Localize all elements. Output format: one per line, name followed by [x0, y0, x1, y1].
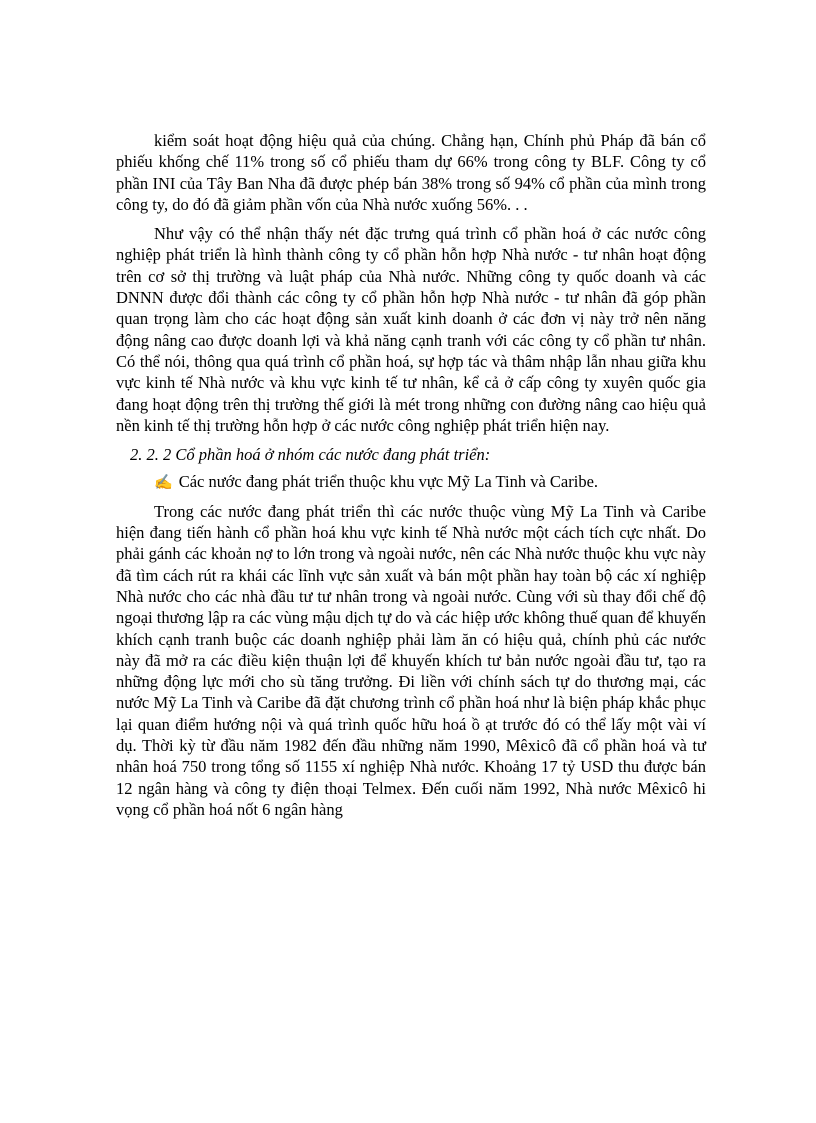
paragraph-latin-america-privatization: Trong các nước đang phát triển thì các nước thuộc vùng Mỹ La Tinh và Caribe hiện đang tiến hành cổ phần hoá khu vực kinh tế Nhà nước một cách tích cực nhất. Do phải gánh các khoản nợ to lớn trong và ngoài nước, nên các Nhà nước thuộc khu vực này đã tìm cách rút ra khái các lĩnh vực sản xuất và bán một phần hay toàn bộ các xí nghiệp Nhà nước cho các nhà đầu tư tư nhân trong và ngoài nước. Cùng với sù thay đổi chế độ ngoại thương lập ra các vùng mậu dịch tự do và các hiệp ước không thuế quan để khuyến khích cạnh tranh buộc các doanh nghiệp phải làm ăn có hiệu quả, chính phủ các nước này đã mở ra các điều kiện thuận lợi để khuyến khích tư bản nước ngoài đầu tư, tạo ra những động lực mới cho sù tăng trưởng. Đi liền với chính sách tự do thương mại, các nước Mỹ La Tinh và Caribe đã đặt chương trình cổ phần hoá như là biện pháp khắc phục lại quan điểm hướng nội và quá trình quốc hữu hoá ồ ạt trước đó có thể lấy một vài ví dụ. Thời kỳ từ đầu năm 1982 đến đầu những năm 1990, Mêxicô đã cổ phần hoá và tư nhân hoá 750 trong tổng số 1155 xí nghiệp Nhà nước. Khoảng 17 tỷ USD thu được bán 12 ngân hàng và công ty điện thoại Telmex. Đến cuối năm 1992, Nhà nước Mêxicô hi vọng cổ phần hoá nốt 6 ngân hàng: [116, 501, 706, 819]
document-page: [116, 130, 706, 828]
writing-hand-icon: ✍: [154, 475, 173, 492]
bullet-text: Các nước đang phát triển thuộc khu vực Mỹ La Tinh và Caribe.: [178, 472, 599, 492]
paragraph-industrial-countries-summary: Như vậy có thể nhận thấy nét đặc trưng quá trình cổ phần hoá ở các nước công nghiệp phát triển là hình thành công ty cổ phần hỗn hợp Nhà nước - tư nhân hoạt động trên cơ sở thị trường và luật pháp của Nhà nước. Những công ty quốc doanh và các DNNN được đổi thành các công ty cổ phần hỗn hợp Nhà nước - tư nhân đã góp phần quan trọng làm cho các hoạt động sản xuất kinh doanh ở các đơn vị này trở nên năng động nâng cao được doanh lợi và khả năng cạnh tranh với các công ty cổ phần tư nhân. Có thể nói, thông qua quá trình cổ phần hoá, sự hợp tác và thâm nhập lẫn nhau giữa khu vực kinh tế Nhà nước và khu vực kinh tế tư nhân, kể cả ở cấp công ty xuyên quốc gia đang hoạt động trên thị trường thế giới là mét trong những con đường nâng cao hiệu quả nền kinh tế thị trường hỗn hợp ở các nước công nghiệp phát triển hiện nay.: [116, 224, 706, 435]
bullet-latin-america: [154, 471, 706, 494]
paragraph-france-spain-example: kiểm soát hoạt động hiệu quả của chúng. Chẳng hạn, Chính phủ Pháp đã bán cổ phiếu khống chế 11% trong số cổ phiếu tham dự 66% trong công ty BLF. Công ty cổ phần INI của Tây Ban Nha đã được phép bán 38% trong số 94% cổ phần của mình trong công ty, do đó đã giảm phần vốn của Nhà nước xuống 56%. . .: [116, 131, 706, 214]
section-heading: 2. 2. 2 Cổ phần hoá ở nhóm các nước đang phát triển:: [130, 445, 491, 465]
